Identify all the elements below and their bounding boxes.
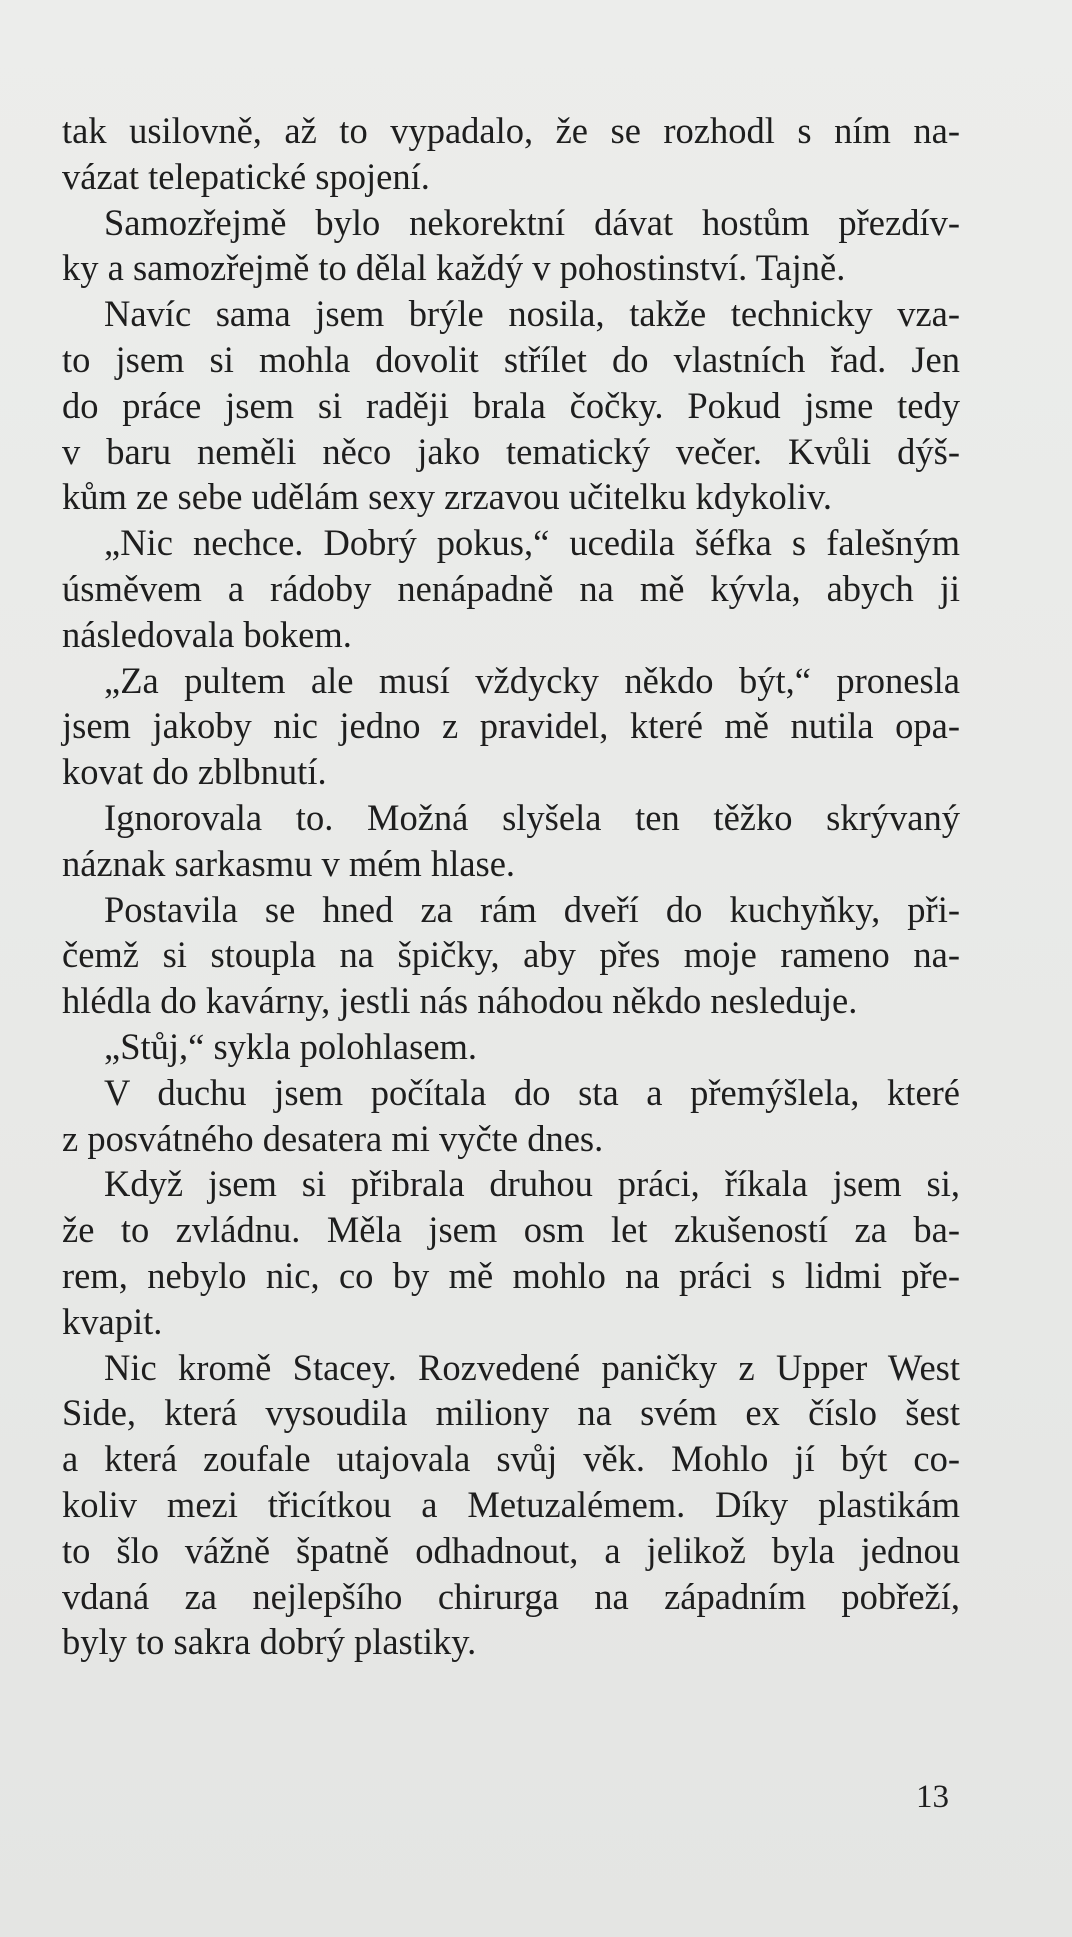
paragraph bbox=[62, 108, 960, 200]
text-line: to šlo vážně špatně odhadnout, a jelikož byla jednou bbox=[62, 1529, 960, 1571]
paragraph bbox=[62, 1345, 960, 1666]
text-line: „Za pultem ale musí vždycky někdo být,“ pronesla bbox=[104, 659, 960, 701]
text-line: Side, která vysoudila miliony na svém ex číslo šest bbox=[62, 1392, 960, 1434]
text-line: hlédla do kavárny, jestli nás náhodou někdo nesleduje. bbox=[62, 980, 858, 1022]
body-text bbox=[62, 108, 960, 1665]
text-line: z posvátného desatera mi vyčte dnes. bbox=[62, 1117, 604, 1159]
text-line: že to zvládnu. Měla jsem osm let zkušeností za ba- bbox=[62, 1209, 960, 1251]
paragraph bbox=[62, 795, 960, 887]
paragraph bbox=[62, 887, 960, 1024]
paragraph bbox=[62, 1070, 960, 1162]
text-line: to jsem si mohla dovolit střílet do vlastních řad. Jen bbox=[62, 338, 960, 380]
text-line: vázat telepatické spojení. bbox=[62, 155, 430, 197]
text-line: čemž si stoupla na špičky, aby přes moje rameno na- bbox=[62, 934, 960, 976]
paragraph bbox=[62, 520, 960, 657]
text-line: Samozřejmě bylo nekorektní dávat hostům přezdív- bbox=[104, 201, 960, 243]
paragraph bbox=[62, 658, 960, 795]
text-line: byly to sakra dobrý plastiky. bbox=[62, 1621, 477, 1663]
text-line: Ignorovala to. Možná slyšela ten těžko skrývaný bbox=[104, 796, 960, 838]
text-line: Když jsem si přibrala druhou práci, říkala jsem si, bbox=[104, 1163, 960, 1205]
page-number: 13 bbox=[916, 1779, 949, 1815]
paragraph bbox=[62, 200, 960, 292]
text-line: jsem jakoby nic jedno z pravidel, které mě nutila opa- bbox=[62, 705, 960, 747]
text-line: vdaná za nejlepšího chirurga na západním pobřeží, bbox=[62, 1575, 960, 1617]
paragraph bbox=[62, 291, 960, 520]
text-line: Nic kromě Stacey. Rozvedené paničky z Upper West bbox=[104, 1346, 960, 1388]
text-line: tak usilovně, až to vypadalo, že se rozhodl s ním na- bbox=[62, 110, 960, 151]
text-line: úsměvem a rádoby nenápadně na mě kývla, abych ji bbox=[62, 567, 960, 609]
text-line: následovala bokem. bbox=[62, 613, 352, 655]
text-line: ky a samozřejmě to dělal každý v pohostinství. Tajně. bbox=[62, 247, 846, 289]
text-line: kvapit. bbox=[62, 1300, 163, 1342]
text-line: kovat do zblbnutí. bbox=[62, 751, 327, 793]
text-line: náznak sarkasmu v mém hlase. bbox=[62, 842, 516, 884]
text-line: Postavila se hned za rám dveří do kuchyňky, při- bbox=[104, 888, 960, 930]
paragraph bbox=[62, 1024, 960, 1070]
text-line: a která zoufale utajovala svůj věk. Mohlo jí být co- bbox=[62, 1438, 960, 1480]
text-line: Navíc sama jsem brýle nosila, takže technicky vza- bbox=[104, 293, 960, 335]
paragraph bbox=[62, 1161, 960, 1344]
text-line: v baru neměli něco jako tematický večer. Kvůli dýš- bbox=[62, 430, 960, 472]
text-line: rem, nebylo nic, co by mě mohlo na práci s lidmi pře- bbox=[62, 1254, 960, 1296]
text-line: koliv mezi třicítkou a Metuzalémem. Díky plastikám bbox=[62, 1483, 960, 1525]
text-line: „Stůj,“ sykla polohlasem. bbox=[104, 1025, 478, 1067]
text-line: kům ze sebe udělám sexy zrzavou učitelku kdykoliv. bbox=[62, 476, 832, 518]
text-line: do práce jsem si raději brala čočky. Pokud jsme tedy bbox=[62, 384, 960, 426]
text-line: „Nic nechce. Dobrý pokus,“ ucedila šéfka s falešným bbox=[104, 522, 960, 564]
text-line: V duchu jsem počítala do sta a přemýšlela, které bbox=[104, 1071, 960, 1113]
